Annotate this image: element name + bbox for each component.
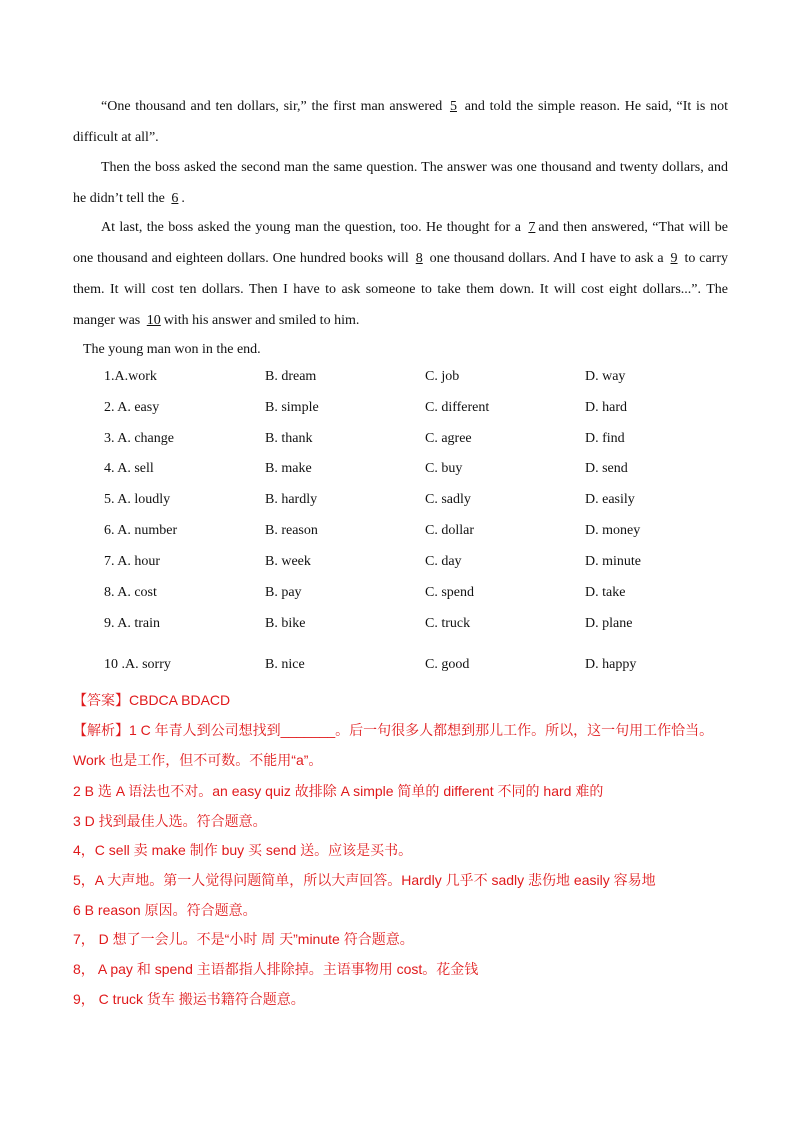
option-b: B. week bbox=[265, 554, 311, 569]
option-a: 5. A. loudly bbox=[104, 492, 171, 507]
explanation-line-8: 7， D 想了一会儿。不是“小时 周 天”minute 符合题意。 bbox=[73, 931, 414, 947]
option-a: 10 .A. sorry bbox=[104, 657, 171, 672]
option-c: C. agree bbox=[425, 431, 472, 446]
option-d: D. money bbox=[585, 523, 641, 538]
blank-7: 7 bbox=[528, 220, 536, 235]
option-c: C. day bbox=[425, 554, 462, 569]
option-b: B. dream bbox=[265, 369, 317, 384]
option-a: 3. A. change bbox=[104, 431, 174, 446]
option-d: D. plane bbox=[585, 616, 633, 631]
explanation-line-4: 3 D 找到最佳人选。符合题意。 bbox=[73, 813, 267, 829]
option-c: C. different bbox=[425, 400, 490, 415]
explanation-line-2: Work 也是工作，但不可数。不能用“a”。 bbox=[73, 752, 323, 768]
option-a: 4. A. sell bbox=[104, 461, 154, 476]
passage-paragraph-2: Then the boss asked the second man the same question. The answer was one thousand and twenty dollars, and he didn’t tell the 6 . bbox=[73, 160, 728, 206]
option-d: D. hard bbox=[585, 400, 627, 415]
blank-8: 8 bbox=[415, 251, 423, 266]
option-c: C. sadly bbox=[425, 492, 471, 507]
option-d: D. take bbox=[585, 585, 626, 600]
option-row-5 bbox=[104, 492, 744, 512]
option-c: C. truck bbox=[425, 616, 471, 631]
option-row-9 bbox=[104, 616, 744, 636]
explanation-line-5: 4，C sell 卖 make 制作 buy 买 send 送。应该是买书。 bbox=[73, 842, 413, 858]
option-b: B. nice bbox=[265, 657, 305, 672]
option-row-3 bbox=[104, 431, 744, 451]
option-a: 7. A. hour bbox=[104, 554, 160, 569]
option-b: B. reason bbox=[265, 523, 318, 538]
explanation-line-9: 8， A pay 和 spend 主语都指人排除掉。主语事物用 cost。花金钱 bbox=[73, 961, 479, 977]
option-row-6 bbox=[104, 523, 744, 543]
passage-paragraph-1: “One thousand and ten dollars, sir,” the first man answered 5 and told the simple reason. He said, “It is not difficult at all”. bbox=[73, 99, 728, 145]
explanation-line-7: 6 B reason 原因。符合题意。 bbox=[73, 902, 257, 918]
option-a: 8. A. cost bbox=[104, 585, 157, 600]
option-b: B. pay bbox=[265, 585, 302, 600]
blank-9: 9 bbox=[670, 251, 678, 266]
answer-key: 【答案】CBDCA BDACD bbox=[73, 692, 231, 708]
option-a: 2. A. easy bbox=[104, 400, 160, 415]
option-c: C. spend bbox=[425, 585, 474, 600]
option-d: D. easily bbox=[585, 492, 635, 507]
option-b: B. simple bbox=[265, 400, 319, 415]
explanation-line-10: 9， C truck 货车 搬运书籍符合题意。 bbox=[73, 991, 305, 1007]
option-d: D. happy bbox=[585, 657, 637, 672]
option-c: C. buy bbox=[425, 461, 463, 476]
option-b: B. bike bbox=[265, 616, 306, 631]
option-d: D. minute bbox=[585, 554, 641, 569]
explanation-line-6: 5，A 大声地。第一人觉得问题简单，所以大声回答。Hardly 几乎不 sadly 悲伤地 easily 容易地 bbox=[73, 872, 656, 888]
blank-5: 5 bbox=[449, 99, 457, 114]
option-d: D. send bbox=[585, 461, 628, 476]
blank-6: 6 bbox=[171, 191, 179, 206]
option-b: B. hardly bbox=[265, 492, 318, 507]
option-b: B. thank bbox=[265, 431, 313, 446]
option-c: C. job bbox=[425, 369, 460, 384]
option-a: 9. A. train bbox=[104, 616, 160, 631]
option-row-4 bbox=[104, 461, 744, 481]
option-d: D. find bbox=[585, 431, 625, 446]
option-a: 6. A. number bbox=[104, 523, 178, 538]
passage-paragraph-3: At last, the boss asked the young man the question, too. He thought for a 7 and then answered, “That will be one thousand and eighteen dollars. One hundred books will 8 one thousand dollars. And I have to ask a 9 to carry them. It will cost ten dollars. Then I have to ask someone to take them down. It will cost eight dollars...”. The manger was 10 with his answer and smiled to him. bbox=[73, 220, 729, 328]
option-row-2 bbox=[104, 400, 744, 420]
option-row-7 bbox=[104, 554, 744, 574]
blank-10: 10 bbox=[146, 313, 161, 328]
option-a: 1.A.work bbox=[104, 369, 157, 384]
option-c: C. dollar bbox=[425, 523, 474, 538]
explanation-line-3: 2 B 选 A 语法也不对。an easy quiz 故排除 A simple 简单的 different 不同的 hard 难的 bbox=[73, 783, 604, 799]
explanation-line-1: 【解析】1 C 年青人到公司想找到_______。后一句很多人都想到那儿工作。所以，这一句用工作恰当。 bbox=[73, 722, 714, 738]
option-row-1 bbox=[104, 369, 744, 389]
option-row-8 bbox=[104, 585, 744, 605]
option-b: B. make bbox=[265, 461, 312, 476]
passage-paragraph-4: The young man won in the end. bbox=[83, 342, 261, 357]
option-c: C. good bbox=[425, 657, 470, 672]
option-d: D. way bbox=[585, 369, 626, 384]
option-row-10 bbox=[104, 657, 744, 677]
